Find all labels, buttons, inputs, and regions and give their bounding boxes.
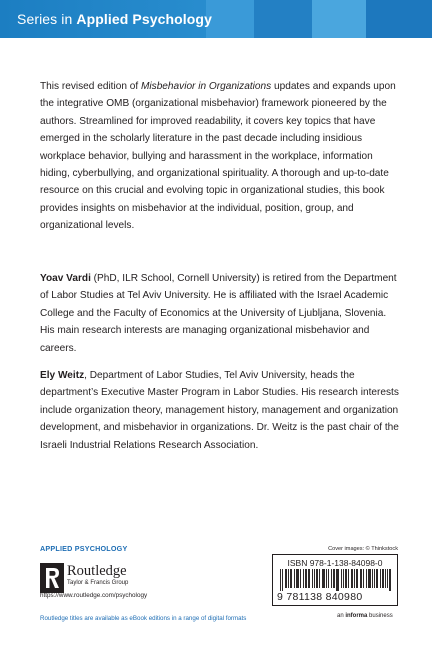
barcode-bar bbox=[369, 569, 370, 588]
barcode-bar bbox=[336, 569, 337, 591]
barcode-bar bbox=[285, 569, 286, 588]
isbn-label: ISBN 978-1-138-84098-0 bbox=[287, 558, 383, 568]
barcode-bar bbox=[348, 569, 349, 588]
barcode-bar bbox=[390, 569, 391, 591]
barcode-bar bbox=[374, 569, 375, 588]
barcode-bar bbox=[323, 569, 324, 588]
barcode-bar bbox=[314, 569, 315, 588]
barcode-bar bbox=[319, 569, 320, 588]
barcode-bar bbox=[326, 569, 327, 588]
barcode-box bbox=[272, 554, 398, 606]
publisher-group: Taylor & Francis Group bbox=[67, 580, 129, 586]
barcode-bar bbox=[337, 569, 338, 591]
informa-prefix: an bbox=[337, 613, 346, 619]
barcode-bar bbox=[306, 569, 307, 588]
barcode-bar bbox=[360, 569, 361, 588]
ebook-note: Routledge titles are available as eBook editions in a range of digital formats bbox=[40, 615, 247, 622]
barcode-bar bbox=[361, 569, 362, 588]
barcode-bar bbox=[383, 569, 384, 588]
barcode-bar bbox=[317, 569, 318, 588]
barcode-bar bbox=[380, 569, 381, 588]
header-block bbox=[254, 0, 312, 38]
barcode-bar bbox=[352, 569, 353, 588]
informa-business bbox=[337, 613, 393, 619]
header-block bbox=[312, 0, 366, 38]
series-prefix: Series in bbox=[17, 11, 77, 27]
barcode-bar bbox=[372, 569, 373, 588]
barcode-bar bbox=[370, 569, 371, 588]
barcode-bar bbox=[385, 569, 386, 588]
barcode-bar bbox=[331, 569, 332, 588]
header-block bbox=[206, 0, 254, 38]
barcode-bar bbox=[288, 569, 289, 588]
barcode-bar bbox=[308, 569, 309, 588]
barcode-bar bbox=[290, 569, 291, 588]
barcode-bar bbox=[346, 569, 347, 588]
barcode-bar bbox=[338, 569, 339, 591]
author-bio-text: (PhD, ILR School, Cornell University) is retired from the Department of Labor Studies at Tel Aviv University. He is affiliated with the Israel Academic College and the Faculty of Economics at the University of Ljubljana, Slovenia. His main research interests are managing organizational misbehavior and careers. bbox=[40, 273, 397, 354]
barcode-bar bbox=[356, 569, 357, 588]
informa-suffix: business bbox=[367, 613, 393, 619]
barcode-bar bbox=[366, 569, 367, 588]
barcode-bar bbox=[345, 569, 346, 588]
barcode-digits: 9 781138 840980 bbox=[277, 591, 363, 603]
description-lead: This revised edition of bbox=[40, 81, 141, 92]
description-body: updates and expands upon the integrative OMB (organizational misbehavior) framework pioneered by the authors. Streamlined for improved readability, it covers key topics that have emerged in the scholarly literature in the past decade including insidious workplace behavior, bullying and harassment in the workplace, information hiding, cyberbullying, and organizational spirituality. A thorough and up-to-date resource on this crucial and evolving topic in organizational studies, this book provides insights on misbehavior at the individual, position, group, and organizational levels. bbox=[40, 81, 396, 232]
barcode-bar bbox=[297, 569, 298, 588]
barcode-bar bbox=[387, 569, 388, 588]
barcode-bar bbox=[303, 569, 304, 588]
barcode-bar bbox=[376, 569, 377, 588]
barcode-bar bbox=[357, 569, 358, 588]
author-name: Yoav Vardi bbox=[40, 273, 91, 284]
barcode-bar bbox=[334, 569, 335, 588]
barcode-bar bbox=[341, 569, 342, 588]
barcode-bar bbox=[312, 569, 313, 588]
header-block bbox=[366, 0, 432, 38]
series-header-band bbox=[0, 0, 432, 38]
author-bio-text: , Department of Labor Studies, Tel Aviv University, heads the department’s Executive Master Program in Labor Studies. His research interests include organization theory, management history, management and organization development, and misbehavior in organizations. Dr. Weitz is the past chair of the Israeli Industrial Relations Research Association. bbox=[40, 370, 399, 451]
barcode-bar bbox=[382, 569, 383, 588]
barcode-bar bbox=[322, 569, 323, 588]
series-name: Applied Psychology bbox=[76, 11, 212, 27]
barcode-bar bbox=[333, 569, 334, 588]
book-description bbox=[40, 78, 400, 235]
series-title bbox=[17, 11, 212, 27]
barcode-image bbox=[280, 569, 392, 591]
publisher-url[interactable]: https://www.routledge.com/psychology bbox=[40, 592, 148, 599]
barcode-bar bbox=[328, 569, 329, 588]
publisher-name: Routledge bbox=[67, 563, 127, 579]
barcode-bar bbox=[291, 569, 292, 588]
barcode-bar bbox=[309, 569, 310, 588]
author-bio bbox=[40, 367, 400, 454]
barcode-bar bbox=[324, 569, 325, 588]
barcode-bar bbox=[305, 569, 306, 588]
barcode-bar bbox=[282, 569, 283, 591]
barcode-bar bbox=[343, 569, 344, 588]
barcode-bar bbox=[280, 569, 281, 591]
barcode-bar bbox=[316, 569, 317, 588]
informa-brand: informa bbox=[345, 613, 368, 619]
barcode-bar bbox=[296, 569, 297, 588]
barcode-bar bbox=[298, 569, 299, 588]
author-name: Ely Weitz bbox=[40, 370, 85, 381]
barcode-bar bbox=[351, 569, 352, 588]
barcode-bar bbox=[354, 569, 355, 588]
category-label: APPLIED PSYCHOLOGY bbox=[40, 544, 128, 553]
book-title: Misbehavior in Organizations bbox=[141, 81, 272, 92]
barcode-bar bbox=[294, 569, 295, 588]
barcode-bar bbox=[363, 569, 364, 588]
author-bio bbox=[40, 270, 400, 357]
barcode-bar bbox=[368, 569, 369, 588]
barcode-bar bbox=[377, 569, 378, 588]
barcode-bar bbox=[389, 569, 390, 591]
cover-credit: Cover images: © Thinkstock bbox=[328, 546, 398, 552]
routledge-r-icon bbox=[40, 563, 64, 593]
barcode-bar bbox=[286, 569, 287, 588]
barcode-bar bbox=[300, 569, 301, 588]
